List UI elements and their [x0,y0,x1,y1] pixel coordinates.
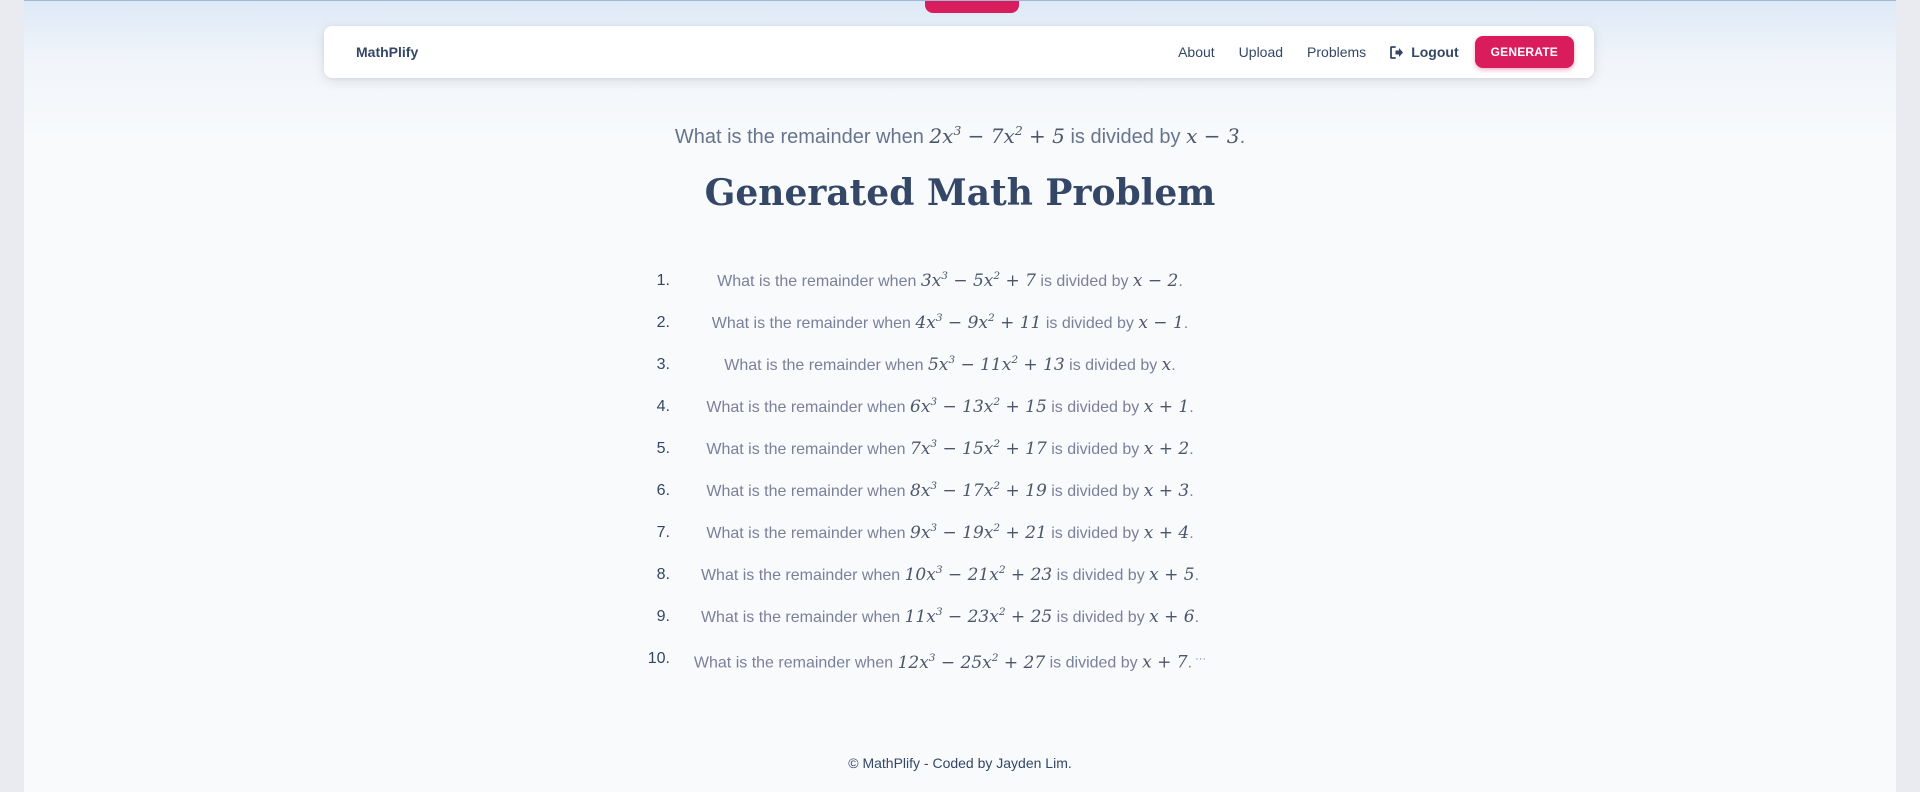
footer-credit: © MathPlify - Coded by Jayden Lim. [848,755,1072,771]
problem-number: 7. [656,524,670,541]
problem-text [680,391,1220,424]
question-mid: is divided by [1046,399,1144,416]
question-mid: is divided by [1064,126,1187,148]
polynomial-expression: $2x^3 - 7x^2 + 5$ [929,122,1065,148]
question-suffix: . [1187,654,1193,672]
problem-text [680,559,1220,592]
question-suffix: . [1171,357,1176,374]
question-suffix: . [1189,441,1194,458]
navbar [324,26,1594,78]
polynomial-expression: $12x^3 - 25x^2 + 27$ [897,651,1046,673]
question-prefix: What is the remainder when [700,567,905,584]
problem-row [0,391,1920,423]
question-mid: is divided by [1046,483,1144,500]
divisor-expression: x + 6 [1149,607,1195,627]
divisor-expression: x − 1 [1138,313,1184,333]
problem-text [680,517,1220,550]
polynomial-expression: $3x^3 - 5x^2 + 7$ [920,270,1036,291]
problem-row [0,307,1920,339]
divisor-expression: x − 3 [1186,124,1240,148]
problem-text [680,433,1220,466]
problem-number: 10. [647,650,670,667]
question-suffix: . [1194,609,1200,626]
question-prefix: What is the remainder when [706,483,910,500]
question-mid: is divided by [1064,357,1162,374]
nav-upload-link[interactable]: Upload [1238,44,1284,60]
divisor-expression: x + 1 [1143,397,1190,417]
problem-number: 1. [656,272,670,289]
problem-row [0,601,1920,633]
problem-number: 3. [656,356,670,373]
problem-row [0,517,1920,549]
question-suffix: . [1239,126,1246,148]
more-ellipsis: ··· [1192,653,1207,665]
nav-links [1178,26,1574,78]
problem-number: 2. [656,314,670,331]
divisor-expression: x − 2 [1132,271,1179,291]
sign-out-icon [1390,46,1404,59]
question-mid: is divided by [1041,315,1139,332]
question-prefix: What is the remainder when [717,273,921,290]
question-mid: is divided by [1046,525,1144,542]
divisor-expression: x + 3 [1143,481,1190,501]
question-mid: is divided by [1052,567,1150,584]
question-mid: is divided by [1035,273,1133,290]
problem-text [680,307,1220,340]
question-suffix: . [1183,315,1189,332]
polynomial-expression: $10x^3 - 21x^2 + 23$ [904,564,1053,585]
problem-number: 6. [656,482,670,499]
nav-problems-link[interactable]: Problems [1307,44,1367,60]
problem-row [0,559,1920,591]
question-prefix: What is the remainder when [706,399,910,416]
divisor-expression: x [1161,355,1172,375]
source-question [24,124,1896,149]
top-accent-tab [925,1,1019,13]
question-prefix: What is the remainder when [706,441,910,458]
problem-number: 4. [656,398,670,415]
brand-logo[interactable]: MathPlify [356,44,419,60]
question-mid: is divided by [1046,441,1144,458]
problem-text [680,601,1220,634]
divisor-expression: x + 5 [1149,565,1195,585]
divisor-expression: x + 4 [1143,523,1190,543]
question-suffix: . [1189,483,1194,500]
problem-text [680,349,1220,382]
polynomial-expression: $4x^3 - 9x^2 + 11$ [915,312,1042,333]
divisor-expression: x + 7 [1142,652,1188,673]
question-mid: is divided by [1052,609,1150,626]
question-suffix: . [1189,525,1194,542]
question-mid: is divided by [1045,654,1143,672]
question-suffix: . [1194,567,1200,584]
question-prefix: What is the remainder when [693,654,898,672]
polynomial-expression: $9x^3 - 19x^2 + 21$ [910,522,1047,543]
problem-number: 8. [656,566,670,583]
problem-row [0,643,1920,675]
question-suffix: . [1178,273,1183,290]
polynomial-expression: $7x^3 - 15x^2 + 17$ [910,438,1047,459]
problem-text [680,265,1220,298]
problem-row [0,475,1920,507]
polynomial-expression: $11x^3 - 23x^2 + 25$ [904,606,1053,627]
logout-label: Logout [1411,44,1459,60]
logout-link[interactable] [1390,44,1458,60]
question-prefix: What is the remainder when [711,315,916,332]
problem-row [0,433,1920,465]
problem-text [680,475,1220,508]
question-suffix: . [1189,399,1194,416]
problem-number: 9. [656,608,670,625]
polynomial-expression: $8x^3 - 17x^2 + 19$ [910,480,1047,501]
question-prefix: What is the remainder when [674,126,930,148]
problem-number: 5. [656,440,670,457]
question-prefix: What is the remainder when [706,525,910,542]
problem-text [680,643,1220,680]
question-prefix: What is the remainder when [724,357,928,374]
polynomial-expression: $6x^3 - 13x^2 + 15$ [910,396,1047,417]
divisor-expression: x + 2 [1143,439,1190,459]
generate-button[interactable]: GENERATE [1475,36,1574,68]
problem-row [0,265,1920,297]
question-prefix: What is the remainder when [700,609,905,626]
problem-row [0,349,1920,381]
nav-about-link[interactable]: About [1178,44,1215,60]
polynomial-expression: $5x^3 - 11x^2 + 13$ [927,354,1065,375]
page-title: Generated Math Problem [704,172,1216,214]
